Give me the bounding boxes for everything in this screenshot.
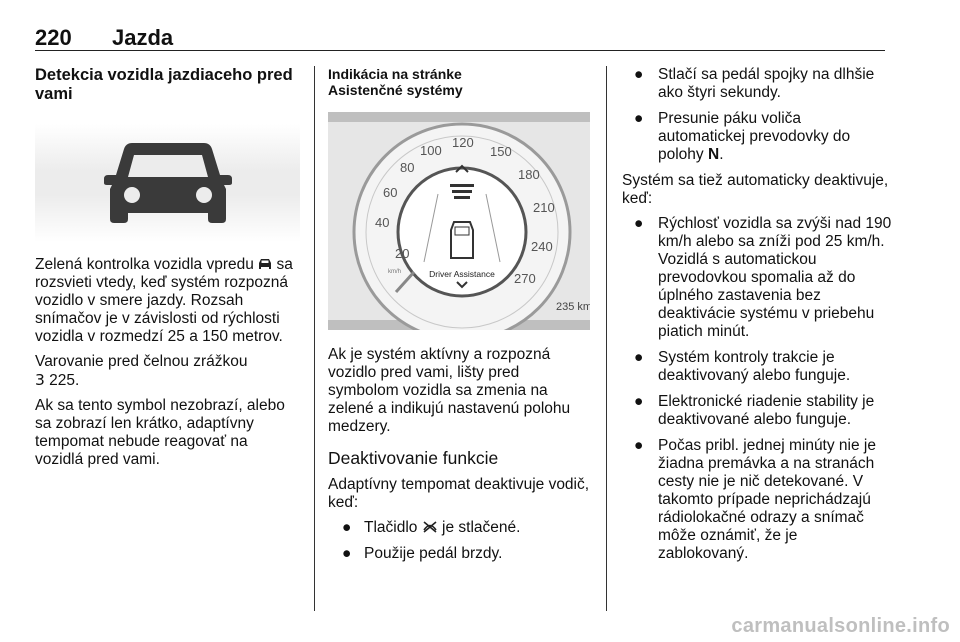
- tick-label-210: 210: [533, 200, 555, 215]
- column-divider-2: [606, 66, 607, 611]
- list-item: ● Tlačidlo je stlačené.: [342, 519, 521, 536]
- tick-label-20: 20: [395, 246, 410, 261]
- gap-bar-2: [452, 190, 472, 193]
- cruise-cancel-icon: [422, 519, 438, 536]
- section-title: Jazda: [112, 25, 174, 50]
- page-number: 220: [35, 25, 72, 50]
- gap-bar-3: [454, 196, 470, 199]
- car-front-small-icon: [258, 256, 272, 273]
- page-header: [35, 12, 885, 51]
- heading-vehicle-detection: Detekcia vozidla jazdiaceho pred vami: [35, 66, 293, 103]
- paragraph-collision-warning: Varovanie pred čelnou zrážkou 3 225.: [35, 353, 248, 389]
- tick-label-150: 150: [490, 144, 512, 159]
- gap-bar-1: [450, 184, 474, 187]
- page-reference: 225.: [44, 372, 80, 389]
- tick-label-80: 80: [400, 160, 415, 175]
- tick-label-270: 270: [514, 271, 536, 286]
- list-item: ● Elektronické riadenie stability je deaktivované alebo funguje.: [634, 393, 875, 428]
- column-1: [35, 66, 300, 476]
- tick-label-120: 120: [452, 135, 474, 150]
- watermark: carmanualsonline.info: [731, 615, 950, 637]
- list-item: ● Rýchlosť vozidla sa zvýši nad 190 km/h alebo sa zníži pod 25 km/h. Vozidlá s automatickou prevodovkou spomalia až do úplného zastavenia bez deaktivácie systému v priebehu piatich minút.: [634, 215, 892, 340]
- odometer-readout: 235 km: [556, 301, 590, 313]
- list-item: ● Použije pedál brzdy.: [342, 545, 503, 562]
- paragraph-system-active: Ak je systém aktívny a rozpozná vozidlo pred vami, lišty pred symbolom vozidla sa zmenia na zelené a indikujú nastavenú polohu medzery.: [328, 346, 571, 435]
- driver-assistance-label: Driver Assistance: [429, 269, 495, 279]
- reference-arrow-icon: 3: [35, 371, 45, 389]
- deactivation-list: [328, 519, 590, 563]
- tick-label-60: 60: [383, 185, 398, 200]
- tick-label-240: 240: [531, 239, 553, 254]
- tick-label-100: 100: [420, 143, 442, 158]
- tick-label-40: 40: [375, 215, 390, 230]
- column-2: [328, 66, 590, 571]
- speedometer: [328, 112, 590, 330]
- speed-unit-label: km/h: [388, 269, 402, 275]
- column-divider-1: [314, 66, 315, 611]
- paragraph-driver-deactivates: Adaptívny tempomat deaktivuje vodič, keď:: [328, 476, 590, 511]
- auto-deactivation-list: [622, 215, 892, 563]
- car-illustration: [35, 124, 300, 242]
- paragraph-auto-deactivation: Systém sa tiež automaticky deaktivuje, keď:: [622, 172, 889, 207]
- car-front-icon: [102, 133, 234, 233]
- heading-assistance-systems: Asistenčné systémy: [328, 82, 463, 98]
- deactivation-list-continued: [622, 66, 892, 164]
- heading-deactivation: Deaktivovanie funkcie: [328, 448, 499, 468]
- paragraph-no-symbol: Ak sa tento symbol nezobrazí, alebo sa zobrazí len krátko, adaptívny tempomat nebude reagovať na vozidlá pred vami.: [35, 397, 285, 468]
- list-item: ● Stlačí sa pedál spojky na dlhšie ako štyri sekundy.: [634, 66, 875, 101]
- paragraph-green-indicator: Zelená kontrolka vozidla vpredu sa rozsvieti vtedy, keď systém rozpozná vozidlo v smere jazdy. Rozsah snímačov je v závislosti od rýchlosti vozidla v rozmedzí 25 a 150 metrov.: [35, 256, 293, 345]
- list-item: ● Presunie páku voliča automatickej prevodovky do polohy N.: [634, 110, 851, 163]
- list-item: ● Systém kontroly trakcie je deaktivovaný alebo funguje.: [634, 349, 851, 384]
- column-3: [622, 66, 892, 571]
- instrument-cluster-illustration: [328, 112, 590, 330]
- heading-indication: Indikácia na stránke: [328, 66, 462, 82]
- tick-label-180: 180: [518, 167, 540, 182]
- list-item: ● Počas pribl. jednej minúty nie je žiadna premávka a na stranách cesty nie je nič detekované. V takomto prípade neprichádzajú rádiolokačné odrazy a snímač môže oznámiť, že je zablokovaný.: [634, 437, 876, 562]
